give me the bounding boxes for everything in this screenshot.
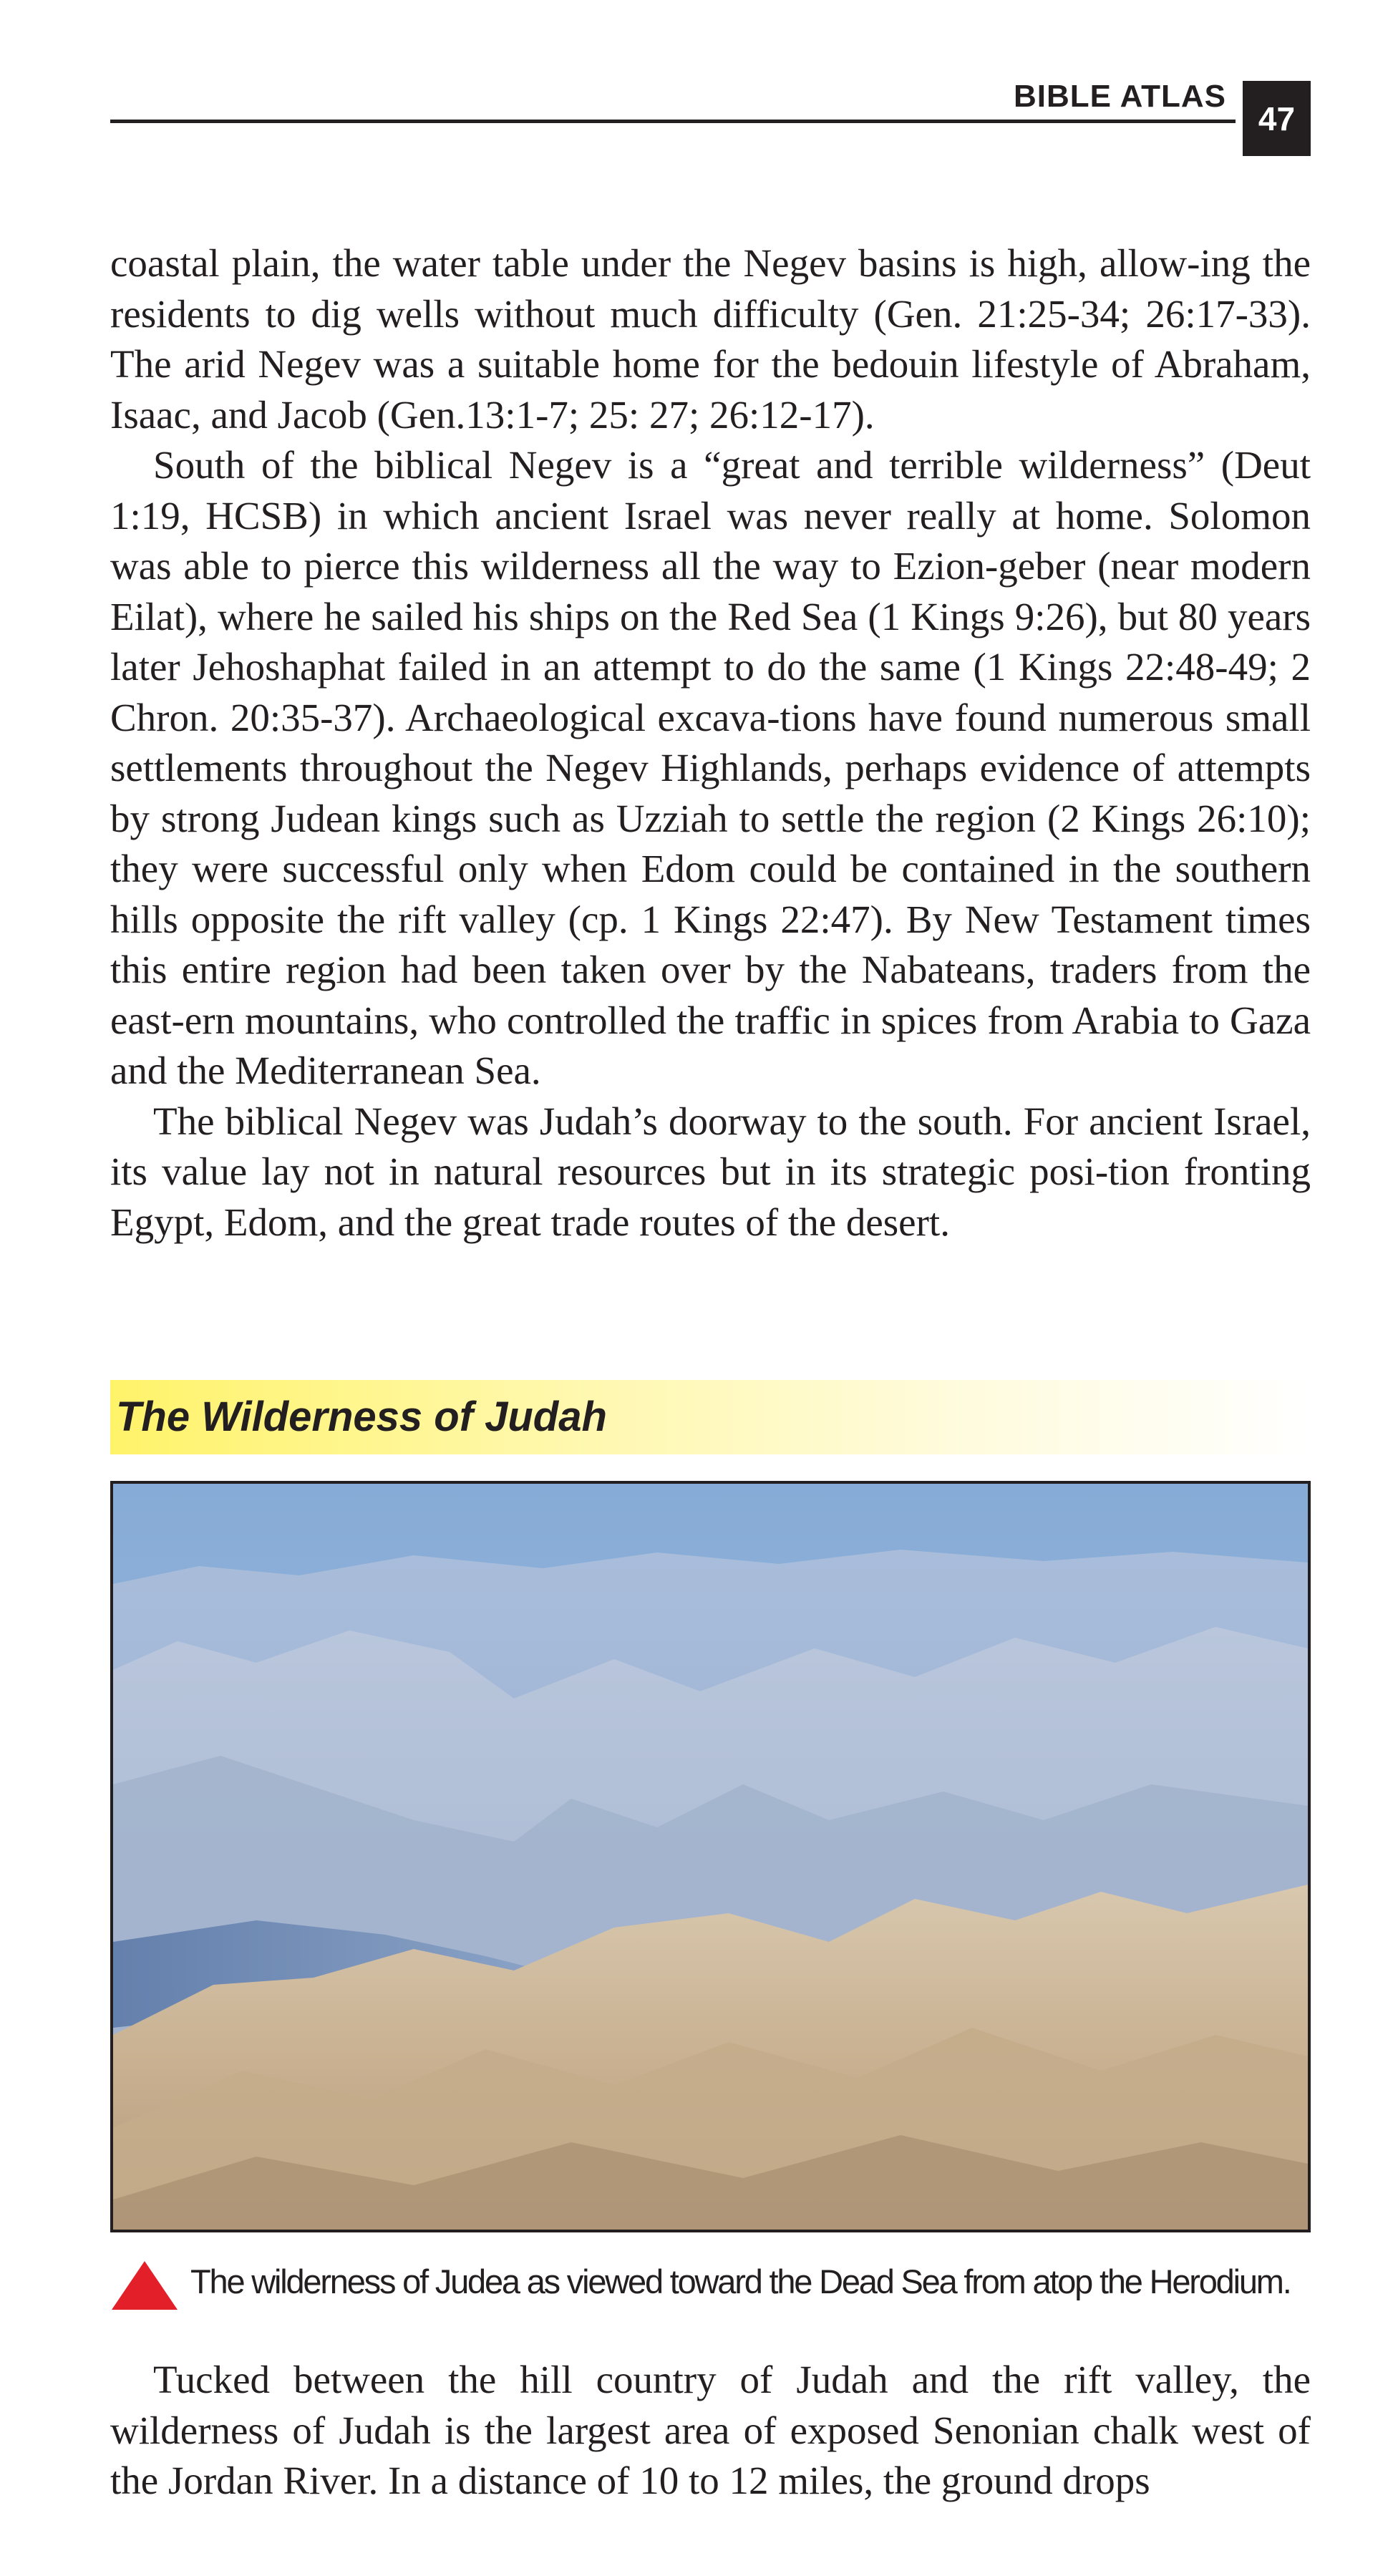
caption-triangle-icon (110, 2260, 179, 2311)
body-text-bottom (110, 2355, 1311, 2507)
running-head: BIBLE ATLAS (1014, 79, 1226, 114)
wilderness-photo (110, 1481, 1311, 2232)
section-heading: The Wilderness of Judah (116, 1394, 607, 1440)
paragraph: Tucked between the hill country of Judah and the rift valley, the wilderness of Judah is the largest area of exposed Senonian chalk west of the Jordan River. In a distance of 10 to 12 miles, the ground drops (110, 2358, 1311, 2502)
paragraph: South of the biblical Negev is a “great and terrible wilderness” (Deut 1:19, HCSB) in which ancient Israel was never really at home. Solomon was able to pierce this wilderness all the way to Ezion-geber (near modern Eilat), where he sailed his ships on the Red Sea (1 Kings 9:26), but 80 years later Jehoshaphat failed in an attempt to do the same (1 Kings 22:48-49; 2 Chron. 20:35-37). Archaeological excava-tions have found numerous small settlements throughout the Negev Highlands, perhaps evidence of attempts by strong Judean kings such as Uzziah to settle the region (2 Kings 26:10); they were successful only when Edom could be contained in the southern hills opposite the rift valley (cp. 1 Kings 22:47). By New Testament times this entire region had been taken over by the Nabateans, traders from the east-ern mountains, who controlled the traffic in spices from Arabia to Gaza and the Mediterranean Sea. (110, 443, 1311, 1092)
page-number: 47 (1243, 81, 1311, 156)
header-rule (110, 120, 1236, 123)
figure-caption: The wilderness of Judea as viewed toward the Dead Sea from atop the Herodium. (190, 2262, 1291, 2300)
section-heading-band (110, 1380, 1311, 1454)
body-text-top (110, 238, 1311, 1248)
paragraph: The biblical Negev was Judah’s doorway to the south. For ancient Israel, its value lay not in natural resources but in its strategic posi-tion fronting Egypt, Edom, and the great trade routes of the desert. (110, 1099, 1311, 1244)
paragraph: coastal plain, the water table under the Negev basins is high, allow-ing the residents to dig wells without much difficulty (Gen. 21:25-34; 26:17-33). The arid Negev was a suitable home for the bedouin lifestyle of Abraham, Isaac, and Jacob (Gen.13:1-7; 25: 27; 26:12-17). (110, 241, 1311, 437)
